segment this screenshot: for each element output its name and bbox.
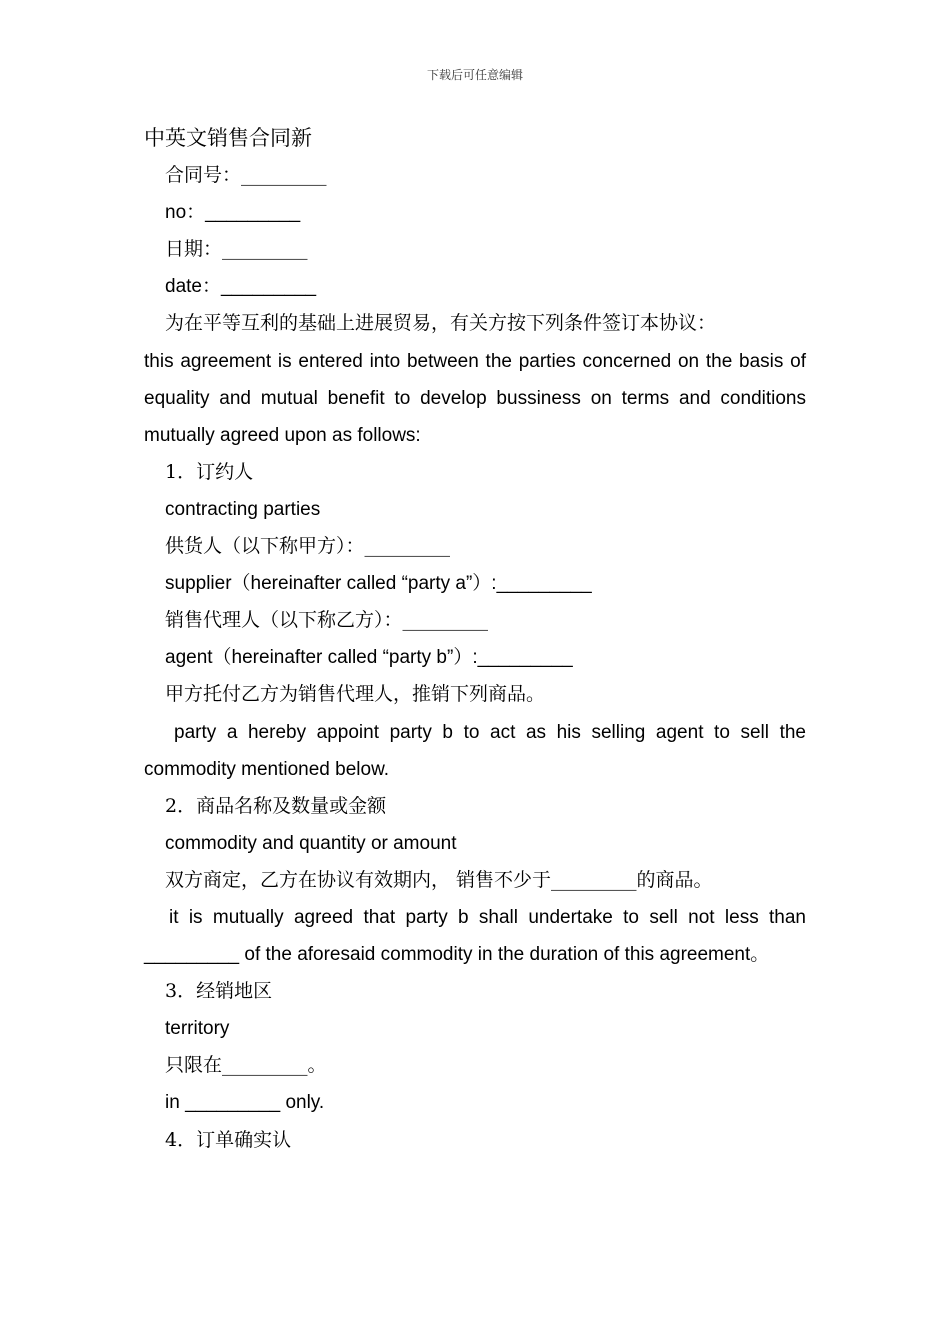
appointment-en-text: party a hereby appoint party b to act as his selling agent to sell the commodity mentioned below.	[144, 721, 806, 780]
appointment-cn: 甲方托付乙方为销售代理人，推销下列商品。	[165, 683, 546, 706]
appointment-en	[144, 714, 806, 788]
section-2-heading-en: commodity and quantity or amount	[165, 832, 457, 854]
section-3-heading-en: territory	[165, 1018, 230, 1040]
intro-cn: 为在平等互利的基础上进展贸易，有关方按下列条件签订本协议：	[165, 312, 717, 335]
intro-en-text: this agreement is entered into between the parties concerned on the basis of equality and mutual benefit to develop bussiness on terms and conditions mutually agreed upon as follows:	[144, 350, 806, 446]
page-header-note: 下载后可任意编辑	[426, 68, 523, 82]
section-1-heading-cn: 1．订约人	[165, 460, 254, 483]
quantity-en	[144, 899, 806, 973]
section-3-heading-cn: 3．经销地区	[165, 980, 273, 1003]
quantity-en-text: it is mutually agreed that party b shall undertake to sell not less than _________ of the aforesaid commodity in the duration of this agreement。	[144, 906, 806, 966]
territory-cn: 只限在_________。	[165, 1054, 327, 1077]
agent-en: agent（hereinafter called “party b”）:_________	[165, 647, 573, 669]
document-body	[144, 120, 806, 1159]
document-title: 中英文销售合同新	[144, 126, 312, 150]
date-en: date：_________	[165, 276, 317, 298]
supplier-cn: 供货人（以下称甲方）：_________	[165, 535, 451, 558]
agent-cn: 销售代理人（以下称乙方）：_________	[165, 609, 489, 632]
supplier-en: supplier（hereinafter called “party a”）:_________	[165, 573, 592, 595]
territory-en: in _________ only.	[165, 1092, 325, 1114]
contract-number-en: no：_________	[165, 202, 301, 224]
contract-number-cn: 合同号：_________	[165, 164, 327, 187]
date-cn: 日期：_________	[165, 238, 308, 261]
quantity-cn: 双方商定，乙方在协议有效期内， 销售不少于_________的商品。	[165, 868, 713, 891]
section-4-heading-cn: 4．订单确实认	[165, 1128, 292, 1151]
section-2-heading-cn: 2．商品名称及数量或金额	[165, 794, 387, 817]
intro-en	[144, 343, 806, 454]
section-1-heading-en: contracting parties	[165, 498, 321, 520]
